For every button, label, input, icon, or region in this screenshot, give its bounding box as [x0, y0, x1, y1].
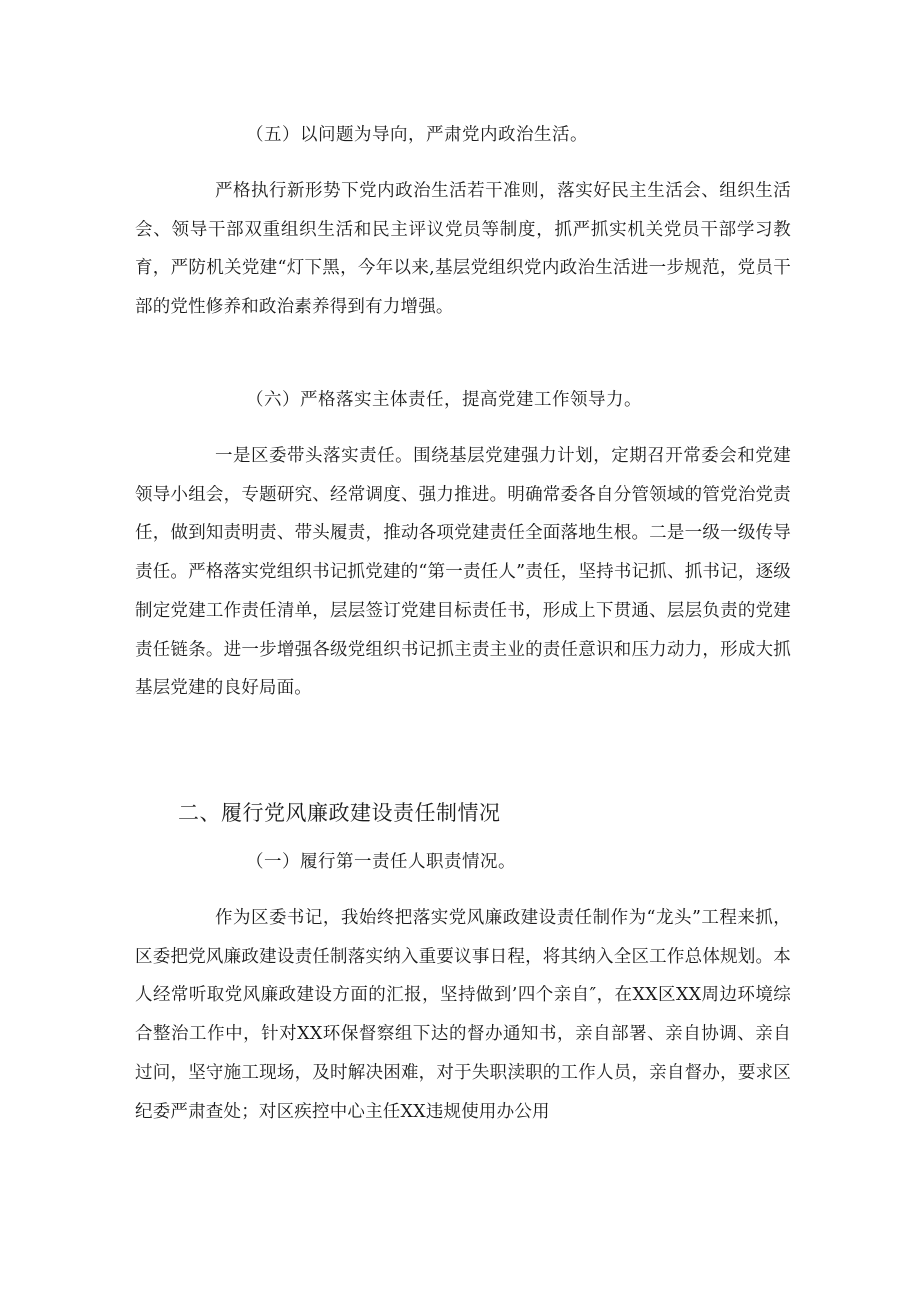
subheading-six: （六）严格落实主体责任，提高党建工作领导力。 [246, 390, 642, 410]
paragraph-five-body: 严格执行新形势下党内政治生活若干准则，落实好民主生活会、组织生活会、领导干部双重组织生活和民主评议党员等制度，抓严抓实机关党员干部学习教育，严防机关党建“灯下黑，今年以来,基层党组织党内政治生活进一步规范，党员干部的党性修养和政治素养得到有力增强。 [135, 181, 791, 318]
section-two-title: 二、履行党风廉政建设责任制情况 [178, 801, 501, 825]
paragraph-two-one-body: 作为区委书记，我始终把落实党风廉政建设责任制作为“龙头”工程来抓，区委把党风廉政建设责任制落实纳入重要议事日程，将其纳入全区工作总体规划。本人经常听取党风廉政建设方面的汇报，坚持做到’四个亲自″，在XX区XX周边环境综合整治工作中，针对XX环保督察组下达的督办通知书，亲自部署、亲自协调、亲自过问，坚守施工现场，及时解决困难，对于失职渎职的工作人员，亲自督办，要求区纪委严肃查处；对区疾控中心主任XX违规使用办公用 [135, 908, 791, 1122]
paragraph-six-body: 一是区委带头落实责任。围绕基层党建强力计划，定期召开常委会和党建领导小组会，专题研究、经常调度、强力推进。明确常委各自分管领域的管党治党责任，做到知责明责、带头履责，推动各项党建责任全面落地生根。二是一级一级传导责任。严格落实党组织书记抓党建的“第一责任人”责任，坚持书记抓、抓书记，逐级制定党建工作责任清单，层层签订党建目标责任书，形成上下贯通、层层负责的党建责任链条。进一步增强各级党组织书记抓主责主业的责任意识和压力动力，形成大抓基层党建的良好局面。 [135, 446, 791, 699]
subheading-five: （五）以问题为导向，严肃党内政治生活。 [246, 125, 588, 145]
subheading-two-one: （一）履行第一责任人职责情况。 [246, 852, 516, 872]
